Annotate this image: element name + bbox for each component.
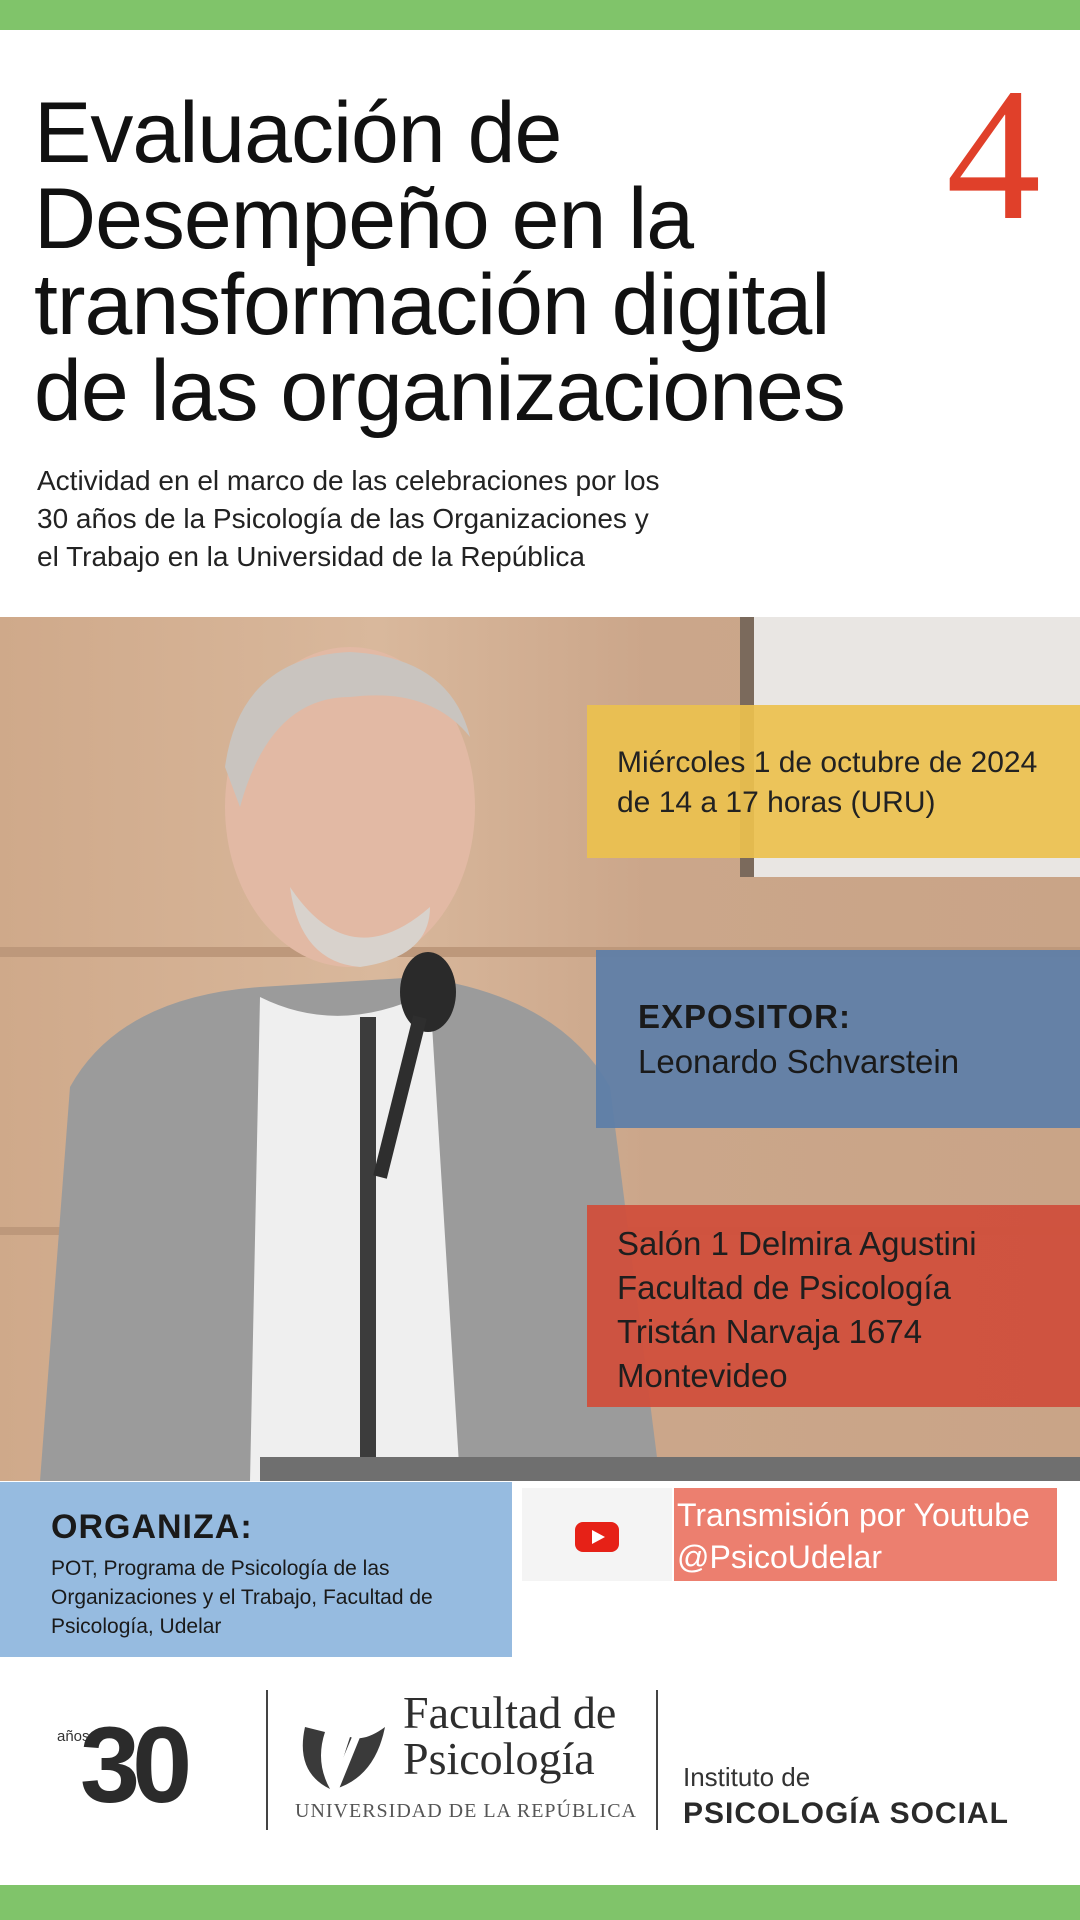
- stream-handle: @PsicoUdelar: [677, 1539, 882, 1575]
- event-number: 4: [946, 50, 1041, 260]
- logo-divider: [656, 1690, 658, 1830]
- venue-address: Tristán Narvaja 1674: [617, 1313, 923, 1350]
- anniversary-logo: 30: [80, 1704, 185, 1825]
- speaker-label: EXPOSITOR:: [638, 998, 851, 1035]
- top-green-bar: [0, 0, 1080, 30]
- logo-divider: [266, 1690, 268, 1830]
- speaker-name: Leonardo Schvarstein: [638, 1043, 960, 1080]
- speaker-box: [596, 950, 1080, 1128]
- event-subtitle: Actividad en el marco de las celebraciones por los 30 años de la Psicología de las Organizaciones y el Trabajo en la Universidad de la República: [37, 465, 660, 572]
- faculty-name-line2: Psicología: [403, 1733, 595, 1784]
- bottom-green-bar: [0, 1885, 1080, 1920]
- institute-label: Instituto de: [683, 1762, 811, 1792]
- faculty-mark-icon: [295, 1717, 391, 1797]
- venue-faculty: Facultad de Psicología: [617, 1269, 951, 1306]
- university-name: UNIVERSIDAD DE LA REPÚBLICA: [295, 1800, 637, 1822]
- youtube-badge[interactable]: [522, 1488, 672, 1581]
- organizer-text: POT, Programa de Psicología de las Organizaciones y el Trabajo, Facultad de Psicología, Udelar: [51, 1557, 433, 1638]
- faculty-name-line1: Facultad de: [403, 1687, 617, 1738]
- anniversary-years-label: años: [57, 1728, 90, 1745]
- institute-name: PSICOLOGÍA SOCIAL: [683, 1797, 1009, 1830]
- venue-box: [587, 1205, 1080, 1407]
- date-box: [587, 705, 1080, 858]
- venue-city: Montevideo: [617, 1357, 788, 1394]
- event-title: Evaluación de Desempeño en la transformación digital de las organizaciones: [34, 85, 845, 439]
- stream-info[interactable]: [674, 1488, 1057, 1581]
- time-line: de 14 a 17 horas (URU): [617, 786, 936, 819]
- stream-label: Transmisión por Youtube: [677, 1497, 1030, 1533]
- organizer-label: ORGANIZA:: [51, 1508, 253, 1546]
- faculty-name: [403, 1687, 617, 1784]
- venue-room: Salón 1 Delmira Agustini: [617, 1225, 977, 1262]
- logo-strip: [0, 1672, 1080, 1872]
- date-line: Miércoles 1 de octubre de 2024: [617, 746, 1038, 779]
- youtube-icon: [575, 1522, 619, 1552]
- organizer-box: [0, 1482, 512, 1657]
